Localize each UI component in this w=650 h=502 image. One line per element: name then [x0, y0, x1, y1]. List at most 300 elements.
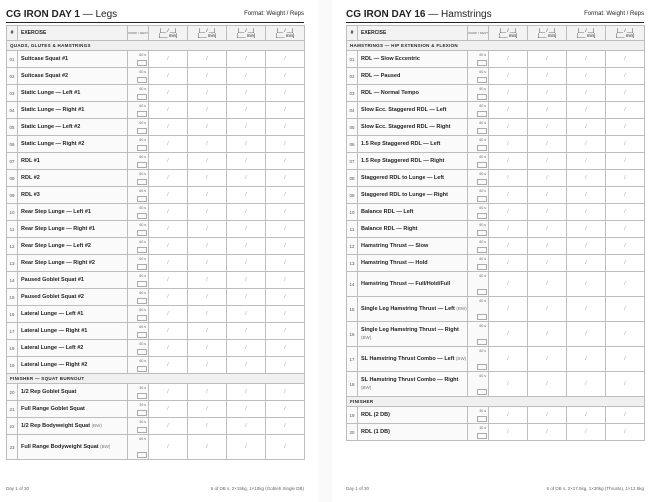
set-entry-cell[interactable]: /	[528, 170, 567, 187]
set-entry-cell[interactable]: /	[567, 238, 606, 255]
exercise-name: 1/2 Rep Goblet Squat	[21, 388, 77, 395]
set-entry-cell[interactable]: /	[188, 102, 227, 119]
column-set-header	[606, 26, 645, 41]
set-entry-cell[interactable]: /	[188, 340, 227, 357]
set-entry-cell[interactable]: /	[149, 238, 188, 255]
set-entry-cell[interactable]: /	[227, 401, 266, 418]
check-box[interactable]	[477, 416, 487, 422]
set-entry-cell[interactable]: /	[606, 153, 645, 170]
header-rule	[6, 22, 304, 23]
set-entry-cell[interactable]: /	[489, 85, 528, 102]
set-entry-cell[interactable]: /	[149, 153, 188, 170]
check-box[interactable]	[477, 162, 487, 168]
rest-time: 60 s	[139, 104, 146, 108]
set-entry-cell[interactable]: /	[489, 238, 528, 255]
set-entry-cell[interactable]: /	[266, 435, 305, 460]
set-entry-cell[interactable]: /	[266, 51, 305, 68]
check-box[interactable]	[137, 315, 147, 321]
set-entry-cell[interactable]: /	[188, 153, 227, 170]
set-entry-cell[interactable]: /	[227, 272, 266, 289]
check-box[interactable]	[477, 389, 487, 395]
section-title: HAMSTRINGS — HIP EXTENSION & FLEXION	[347, 41, 645, 51]
set-entry-cell[interactable]: /	[528, 85, 567, 102]
exercise-row	[7, 51, 305, 68]
exercise-name-cell	[18, 187, 128, 204]
set-entry-cell[interactable]: /	[528, 51, 567, 68]
workout-page-left	[0, 0, 310, 502]
set-entry-cell[interactable]: /	[606, 322, 645, 347]
check-box[interactable]	[137, 247, 147, 253]
set-entry-cell[interactable]: /	[489, 372, 528, 397]
set-entry-cell[interactable]: /	[567, 407, 606, 424]
exercise-meta-cell	[468, 170, 489, 187]
check-box[interactable]	[477, 145, 487, 151]
set-entry-cell[interactable]: /	[227, 85, 266, 102]
set-entry-cell[interactable]: /	[567, 221, 606, 238]
set-entry-cell[interactable]: /	[489, 255, 528, 272]
set-entry-cell[interactable]: /	[266, 170, 305, 187]
set-entry-cell[interactable]: /	[528, 102, 567, 119]
set-entry-cell[interactable]: /	[188, 289, 227, 306]
set-entry-cell[interactable]: /	[606, 204, 645, 221]
set-entry-cell[interactable]: /	[149, 119, 188, 136]
rest-time: 60 s	[479, 104, 486, 108]
exercise-equipment-note: (BW)	[361, 384, 372, 390]
set-entry-cell[interactable]: /	[489, 322, 528, 347]
exercise-number: 12	[7, 238, 18, 255]
check-box[interactable]	[137, 145, 147, 151]
set-entry-cell[interactable]: /	[567, 347, 606, 372]
set-entry-cell[interactable]: /	[606, 85, 645, 102]
set-entry-cell[interactable]: /	[266, 187, 305, 204]
set-entry-cell[interactable]: /	[188, 136, 227, 153]
exercise-name-cell	[18, 153, 128, 170]
set-entry-cell[interactable]: /	[227, 384, 266, 401]
check-box[interactable]	[137, 393, 147, 399]
exercise-name: Balance RDL — Right	[361, 225, 418, 232]
column-set-header	[489, 26, 528, 41]
set-entry-cell[interactable]: /	[489, 407, 528, 424]
set-entry-cell[interactable]: /	[188, 384, 227, 401]
exercise-row	[347, 347, 645, 372]
set-entry-cell[interactable]: /	[606, 424, 645, 441]
set-entry-cell[interactable]: /	[266, 340, 305, 357]
set-entry-cell[interactable]: /	[266, 85, 305, 102]
exercise-row	[7, 221, 305, 238]
set-entry-cell[interactable]: /	[188, 306, 227, 323]
set-entry-cell[interactable]: /	[606, 51, 645, 68]
check-box[interactable]	[137, 332, 147, 338]
set-entry-cell[interactable]: /	[227, 435, 266, 460]
set-entry-cell[interactable]: /	[606, 347, 645, 372]
set-minutes-label: [___ min]	[275, 33, 295, 38]
exercise-name-cell	[358, 238, 468, 255]
set-entry-cell[interactable]: /	[567, 424, 606, 441]
set-entry-cell[interactable]: /	[606, 407, 645, 424]
check-box[interactable]	[137, 264, 147, 270]
set-entry-cell[interactable]: /	[227, 289, 266, 306]
exercise-name-cell	[358, 221, 468, 238]
set-entry-cell[interactable]: /	[489, 68, 528, 85]
set-entry-cell[interactable]: /	[567, 372, 606, 397]
exercise-name-cell	[18, 401, 128, 418]
rest-time: 60 s	[479, 299, 486, 303]
exercise-equipment-note: (BW)	[361, 334, 372, 340]
check-box[interactable]	[477, 60, 487, 66]
set-entry-cell[interactable]: /	[149, 204, 188, 221]
set-entry-cell[interactable]: /	[227, 170, 266, 187]
exercise-number: 14	[347, 272, 358, 297]
set-entry-cell[interactable]: /	[528, 153, 567, 170]
set-entry-cell[interactable]: /	[489, 51, 528, 68]
check-box[interactable]	[477, 77, 487, 83]
set-entry-cell[interactable]: /	[227, 221, 266, 238]
rest-time: 60 s	[479, 240, 486, 244]
column-exercise-header: EXERCISE	[18, 26, 128, 41]
set-minutes-label: [___ min]	[615, 33, 635, 38]
set-entry-cell[interactable]: /	[227, 153, 266, 170]
check-box[interactable]	[137, 410, 147, 416]
check-box[interactable]	[477, 94, 487, 100]
set-weight-reps-label: [__ / __]	[237, 28, 255, 33]
set-entry-cell[interactable]: /	[528, 187, 567, 204]
set-entry-cell[interactable]: /	[567, 68, 606, 85]
set-entry-cell[interactable]: /	[188, 323, 227, 340]
set-entry-cell[interactable]: /	[266, 102, 305, 119]
check-box[interactable]	[137, 162, 147, 168]
check-box[interactable]	[137, 230, 147, 236]
set-entry-cell[interactable]: /	[149, 221, 188, 238]
set-entry-cell[interactable]: /	[227, 187, 266, 204]
set-entry-cell[interactable]: /	[227, 357, 266, 374]
set-entry-cell[interactable]: /	[567, 153, 606, 170]
column-number-header: #	[7, 26, 18, 41]
set-entry-cell[interactable]: /	[567, 297, 606, 322]
check-box[interactable]	[137, 77, 147, 83]
set-entry-cell[interactable]: /	[266, 119, 305, 136]
set-entry-cell[interactable]: /	[567, 136, 606, 153]
exercise-row	[347, 153, 645, 170]
set-entry-cell[interactable]: /	[266, 204, 305, 221]
check-box[interactable]	[477, 314, 487, 320]
rest-time: 60 s	[139, 257, 146, 261]
set-entry-cell[interactable]: /	[489, 272, 528, 297]
set-entry-cell[interactable]: /	[606, 102, 645, 119]
check-box[interactable]	[137, 349, 147, 355]
exercise-meta-cell	[468, 85, 489, 102]
set-entry-cell[interactable]: /	[188, 51, 227, 68]
page-footer	[346, 486, 644, 494]
exercise-meta-cell	[468, 424, 489, 441]
set-entry-cell[interactable]: /	[188, 238, 227, 255]
check-box[interactable]	[137, 281, 147, 287]
set-entry-cell[interactable]: /	[489, 221, 528, 238]
set-entry-cell[interactable]: /	[266, 418, 305, 435]
set-entry-cell[interactable]: /	[188, 170, 227, 187]
exercise-name-cell	[18, 51, 128, 68]
set-entry-cell[interactable]: /	[266, 136, 305, 153]
check-box[interactable]	[137, 452, 147, 458]
section-header-row	[7, 41, 305, 51]
check-box[interactable]	[477, 230, 487, 236]
set-entry-cell[interactable]: /	[606, 238, 645, 255]
check-box[interactable]	[477, 364, 487, 370]
column-number-header: #	[347, 26, 358, 41]
exercise-name-cell	[358, 85, 468, 102]
set-entry-cell[interactable]: /	[149, 384, 188, 401]
set-entry-cell[interactable]: /	[528, 407, 567, 424]
set-entry-cell[interactable]: /	[567, 255, 606, 272]
exercise-meta-cell	[128, 272, 149, 289]
exercise-name-cell	[18, 340, 128, 357]
exercise-name: Rear Step Lunge — Right #2	[21, 259, 95, 266]
check-box[interactable]	[137, 94, 147, 100]
set-entry-cell[interactable]: /	[567, 204, 606, 221]
set-entry-cell[interactable]: /	[266, 323, 305, 340]
exercise-meta-cell	[128, 306, 149, 323]
exercise-name: Full Range Goblet Squat	[21, 405, 85, 412]
exercise-meta-cell	[128, 323, 149, 340]
check-box[interactable]	[137, 213, 147, 219]
set-entry-cell[interactable]: /	[188, 272, 227, 289]
set-entry-cell[interactable]: /	[606, 119, 645, 136]
check-box[interactable]	[137, 427, 147, 433]
set-entry-cell[interactable]: /	[227, 102, 266, 119]
set-entry-cell[interactable]: /	[149, 85, 188, 102]
exercise-meta-cell	[468, 102, 489, 119]
exercise-name: SL Hamstring Thrust Combo — Right	[361, 376, 459, 383]
check-box[interactable]	[477, 247, 487, 253]
set-entry-cell[interactable]: /	[188, 401, 227, 418]
set-entry-cell[interactable]: /	[528, 238, 567, 255]
exercise-meta-cell	[128, 357, 149, 374]
set-entry-cell[interactable]: /	[266, 384, 305, 401]
exercise-name: Paused Goblet Squat #2	[21, 293, 84, 300]
check-box[interactable]	[477, 213, 487, 219]
set-entry-cell[interactable]: /	[567, 322, 606, 347]
check-box[interactable]	[477, 196, 487, 202]
exercise-meta-cell	[128, 187, 149, 204]
set-entry-cell[interactable]: /	[188, 221, 227, 238]
set-entry-cell[interactable]: /	[188, 119, 227, 136]
exercise-meta-cell	[468, 255, 489, 272]
set-entry-cell[interactable]: /	[567, 119, 606, 136]
exercise-meta-cell	[128, 204, 149, 221]
set-entry-cell[interactable]: /	[227, 238, 266, 255]
set-entry-cell[interactable]: /	[188, 85, 227, 102]
check-box[interactable]	[477, 264, 487, 270]
check-box[interactable]	[477, 111, 487, 117]
set-entry-cell[interactable]: /	[266, 401, 305, 418]
set-entry-cell[interactable]: /	[528, 424, 567, 441]
footer-day: Day 1 of 30	[346, 486, 370, 491]
exercise-number: 04	[347, 102, 358, 119]
set-entry-cell[interactable]: /	[227, 306, 266, 323]
check-box[interactable]	[137, 111, 147, 117]
set-entry-cell[interactable]: /	[606, 297, 645, 322]
check-box[interactable]	[477, 289, 487, 295]
set-entry-cell[interactable]: /	[227, 323, 266, 340]
set-entry-cell[interactable]: /	[528, 372, 567, 397]
set-entry-cell[interactable]: /	[567, 170, 606, 187]
set-entry-cell[interactable]: /	[188, 68, 227, 85]
set-entry-cell[interactable]: /	[149, 401, 188, 418]
set-entry-cell[interactable]: /	[149, 170, 188, 187]
set-entry-cell[interactable]: /	[528, 136, 567, 153]
set-entry-cell[interactable]: /	[266, 238, 305, 255]
set-entry-cell[interactable]: /	[266, 272, 305, 289]
check-box[interactable]	[477, 433, 487, 439]
set-entry-cell[interactable]: /	[227, 119, 266, 136]
check-box[interactable]	[477, 339, 487, 345]
set-entry-cell[interactable]: /	[188, 435, 227, 460]
rest-time: 60 s	[479, 274, 486, 278]
rest-time: 60 s	[139, 308, 146, 312]
set-entry-cell[interactable]: /	[606, 272, 645, 297]
set-entry-cell[interactable]: /	[606, 255, 645, 272]
exercise-name: Lateral Lunge — Right #2	[21, 361, 88, 368]
column-meta-header: WORK / REST	[468, 26, 489, 41]
set-entry-cell[interactable]: /	[149, 323, 188, 340]
exercise-meta-cell	[468, 51, 489, 68]
set-entry-cell[interactable]: /	[528, 297, 567, 322]
set-entry-cell[interactable]: /	[266, 255, 305, 272]
set-entry-cell[interactable]: /	[149, 306, 188, 323]
set-minutes-label: [___ min]	[236, 33, 256, 38]
set-entry-cell[interactable]: /	[567, 102, 606, 119]
page-header	[346, 8, 644, 22]
exercise-name: RDL — Paused	[361, 72, 401, 79]
set-entry-cell[interactable]: /	[489, 153, 528, 170]
set-entry-cell[interactable]: /	[227, 418, 266, 435]
set-entry-cell[interactable]: /	[188, 204, 227, 221]
exercise-name-cell	[18, 289, 128, 306]
set-entry-cell[interactable]: /	[149, 289, 188, 306]
rest-time: 60 s	[479, 349, 486, 353]
set-entry-cell[interactable]: /	[528, 255, 567, 272]
exercise-meta-cell	[468, 272, 489, 297]
set-entry-cell[interactable]: /	[489, 297, 528, 322]
set-entry-cell[interactable]: /	[606, 372, 645, 397]
set-entry-cell[interactable]: /	[266, 357, 305, 374]
set-entry-cell[interactable]: /	[266, 306, 305, 323]
exercise-meta-cell	[468, 68, 489, 85]
exercise-row	[7, 340, 305, 357]
check-box[interactable]	[137, 60, 147, 66]
set-entry-cell[interactable]: /	[149, 187, 188, 204]
rest-time: 60 s	[139, 342, 146, 346]
set-entry-cell[interactable]: /	[227, 340, 266, 357]
set-entry-cell[interactable]: /	[188, 418, 227, 435]
set-entry-cell[interactable]: /	[188, 187, 227, 204]
exercise-name-cell	[358, 424, 468, 441]
set-entry-cell[interactable]: /	[567, 272, 606, 297]
set-entry-cell[interactable]: /	[149, 418, 188, 435]
set-entry-cell[interactable]: /	[149, 435, 188, 460]
set-entry-cell[interactable]: /	[149, 272, 188, 289]
set-entry-cell[interactable]: /	[149, 340, 188, 357]
set-entry-cell[interactable]: /	[606, 68, 645, 85]
set-weight-reps-label: [__ / __]	[276, 28, 294, 33]
page-header	[6, 8, 304, 22]
set-entry-cell[interactable]: /	[528, 347, 567, 372]
exercise-number: 08	[347, 170, 358, 187]
format-label: Format: Weight / Reps	[244, 11, 304, 17]
check-box[interactable]	[477, 128, 487, 134]
set-entry-cell[interactable]: /	[489, 136, 528, 153]
set-entry-cell[interactable]: /	[606, 187, 645, 204]
set-entry-cell[interactable]: /	[149, 136, 188, 153]
set-entry-cell[interactable]: /	[149, 68, 188, 85]
set-entry-cell[interactable]: /	[227, 204, 266, 221]
set-entry-cell[interactable]: /	[227, 51, 266, 68]
exercise-number: 09	[347, 187, 358, 204]
set-entry-cell[interactable]: /	[266, 289, 305, 306]
set-entry-cell[interactable]: /	[567, 51, 606, 68]
set-entry-cell[interactable]: /	[489, 204, 528, 221]
check-box[interactable]	[137, 366, 147, 372]
set-entry-cell[interactable]: /	[606, 136, 645, 153]
set-entry-cell[interactable]: /	[528, 204, 567, 221]
set-entry-cell[interactable]: /	[149, 255, 188, 272]
set-entry-cell[interactable]: /	[528, 221, 567, 238]
set-entry-cell[interactable]: /	[227, 255, 266, 272]
set-entry-cell[interactable]: /	[149, 102, 188, 119]
set-entry-cell[interactable]: /	[489, 187, 528, 204]
rest-time: 30 s	[479, 426, 486, 430]
exercise-name: Paused Goblet Squat #1	[21, 276, 84, 283]
set-entry-cell[interactable]: /	[188, 357, 227, 374]
rest-time: 60 s	[139, 138, 146, 142]
check-box[interactable]	[137, 128, 147, 134]
set-entry-cell[interactable]: /	[188, 255, 227, 272]
set-entry-cell[interactable]: /	[489, 170, 528, 187]
set-entry-cell[interactable]: /	[489, 347, 528, 372]
check-box[interactable]	[137, 196, 147, 202]
exercise-row	[347, 204, 645, 221]
set-entry-cell[interactable]: /	[528, 322, 567, 347]
exercise-number: 10	[347, 204, 358, 221]
set-entry-cell[interactable]: /	[489, 119, 528, 136]
set-entry-cell[interactable]: /	[149, 51, 188, 68]
set-entry-cell[interactable]: /	[567, 187, 606, 204]
check-box[interactable]	[477, 179, 487, 185]
set-entry-cell[interactable]: /	[528, 68, 567, 85]
set-entry-cell[interactable]: /	[227, 136, 266, 153]
exercise-row	[347, 136, 645, 153]
check-box[interactable]	[137, 298, 147, 304]
check-box[interactable]	[137, 179, 147, 185]
set-entry-cell[interactable]: /	[489, 424, 528, 441]
set-entry-cell[interactable]: /	[606, 221, 645, 238]
exercise-equipment-note: (BW)	[456, 306, 467, 311]
set-entry-cell[interactable]: /	[528, 272, 567, 297]
set-entry-cell[interactable]: /	[567, 85, 606, 102]
rest-time: 60 s	[139, 437, 146, 441]
set-entry-cell[interactable]: /	[149, 357, 188, 374]
set-entry-cell[interactable]: /	[606, 170, 645, 187]
set-entry-cell[interactable]: /	[266, 68, 305, 85]
exercise-number: 15	[347, 297, 358, 322]
exercise-row	[347, 255, 645, 272]
set-entry-cell[interactable]: /	[227, 68, 266, 85]
set-entry-cell[interactable]: /	[266, 153, 305, 170]
set-entry-cell[interactable]: /	[528, 119, 567, 136]
set-entry-cell[interactable]: /	[266, 221, 305, 238]
exercise-number: 03	[7, 85, 18, 102]
set-entry-cell[interactable]: /	[489, 102, 528, 119]
exercise-number: 13	[7, 255, 18, 272]
